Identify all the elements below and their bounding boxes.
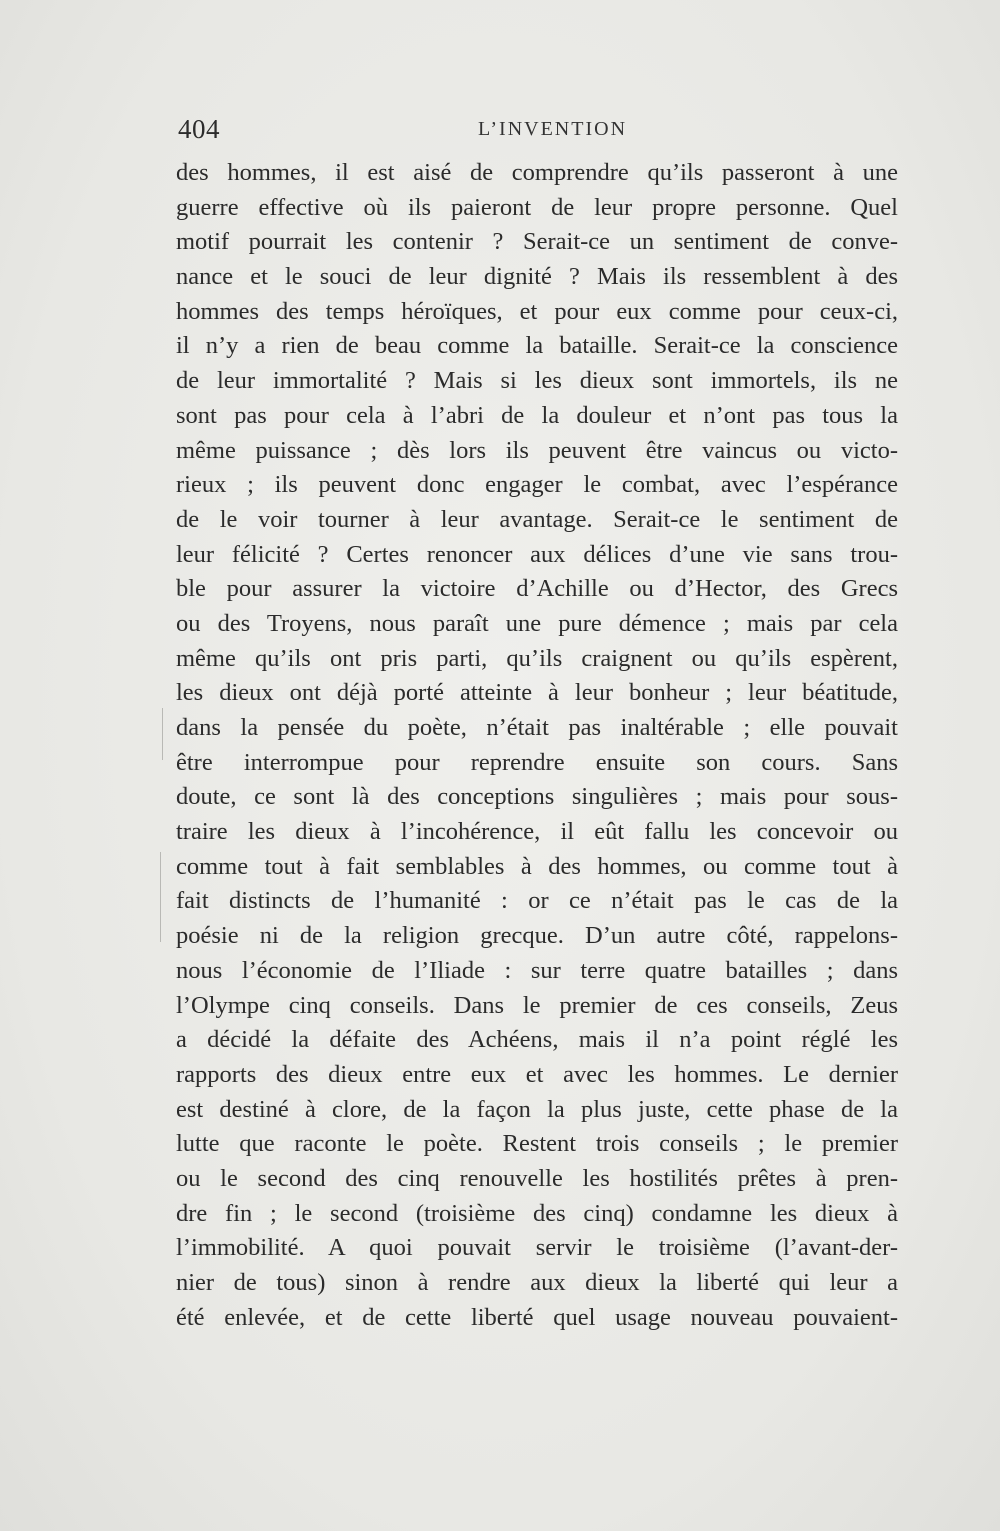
text-line: dre fin ; le second (troisième des cinq) condamne les dieux à	[176, 1199, 898, 1227]
text-line: même qu’ils ont pris parti, qu’ils craignent ou qu’ils espèrent,	[176, 644, 898, 672]
text-line: de le voir tourner à leur avantage. Serait-ce le sentiment de	[176, 505, 898, 533]
text-line: ou des Troyens, nous paraît une pure démence ; mais par cela	[176, 609, 898, 637]
text-line: guerre effective où ils paieront de leur propre personne. Quel	[176, 193, 898, 221]
margin-mark	[160, 852, 161, 942]
text-line: nier de tous) sinon à rendre aux dieux la liberté qui leur a	[176, 1269, 898, 1296]
text-line: leur félicité ? Certes renoncer aux délices d’une vie sans trou-	[176, 540, 898, 568]
body-text	[176, 156, 898, 1335]
text-line: même puissance ; dès lors ils peuvent être vaincus ou victo-	[176, 436, 898, 464]
text-line: dans la pensée du poète, n’était pas inaltérable ; elle pouvait	[176, 714, 898, 741]
text-line: motif pourrait les contenir ? Serait-ce un sentiment de conve-	[176, 228, 898, 256]
text-line: a décidé la défaite des Achéens, mais il n’a point réglé les	[176, 1026, 898, 1054]
text-line: les dieux ont déjà porté atteinte à leur bonheur ; leur béatitude,	[176, 679, 898, 707]
text-line: nance et le souci de leur dignité ? Mais ils ressemblent à des	[176, 263, 898, 291]
text-line: ble pour assurer la victoire d’Achille ou d’Hector, des Grecs	[176, 575, 898, 603]
text-line: été enlevée, et de cette liberté quel usage nouveau pouvaient-	[176, 1303, 898, 1331]
text-line: doute, ce sont là des conceptions singulières ; mais pour sous-	[176, 783, 898, 811]
margin-mark	[162, 708, 163, 760]
text-line: être interrompue pour reprendre ensuite son cours. Sans	[176, 748, 898, 776]
text-line: rapports des dieux entre eux et avec les hommes. Le dernier	[176, 1060, 898, 1088]
text-line: poésie ni de la religion grecque. D’un autre côté, rappelons-	[176, 922, 898, 950]
text-line: l’Olympe cinq conseils. Dans le premier de ces conseils, Zeus	[176, 991, 898, 1019]
text-line: sont pas pour cela à l’abri de la douleur et n’ont pas tous la	[176, 401, 898, 429]
text-line: est destiné à clore, de la façon la plus juste, cette phase de la	[176, 1095, 898, 1123]
text-line: lutte que raconte le poète. Restent trois conseils ; le premier	[176, 1130, 898, 1158]
text-line: comme tout à fait semblables à des hommes, ou comme tout à	[176, 852, 898, 880]
page-number: 404	[178, 114, 220, 144]
text-line: hommes des temps héroïques, et pour eux comme pour ceux-ci,	[176, 297, 898, 325]
text-line: de leur immortalité ? Mais si les dieux sont immortels, ils ne	[176, 367, 898, 395]
text-line: il n’y a rien de beau comme la bataille. Serait-ce la conscience	[176, 332, 898, 360]
text-line: des hommes, il est aisé de comprendre qu’ils passeront à une	[176, 159, 898, 186]
running-head	[178, 114, 898, 146]
text-line: ou le second des cinq renouvelle les hostilités prêtes à pren-	[176, 1164, 898, 1192]
text-line: rieux ; ils peuvent donc engager le combat, avec l’espérance	[176, 471, 898, 499]
running-title: L’INVENTION	[478, 118, 628, 140]
text-line: l’immobilité. A quoi pouvait servir le troisième (l’avant-der-	[176, 1234, 898, 1262]
text-line: nous l’économie de l’Iliade : sur terre quatre batailles ; dans	[176, 956, 898, 984]
text-line: fait distincts de l’humanité : or ce n’était pas le cas de la	[176, 887, 898, 915]
text-line: traire les dieux à l’incohérence, il eût fallu les concevoir ou	[176, 818, 898, 846]
